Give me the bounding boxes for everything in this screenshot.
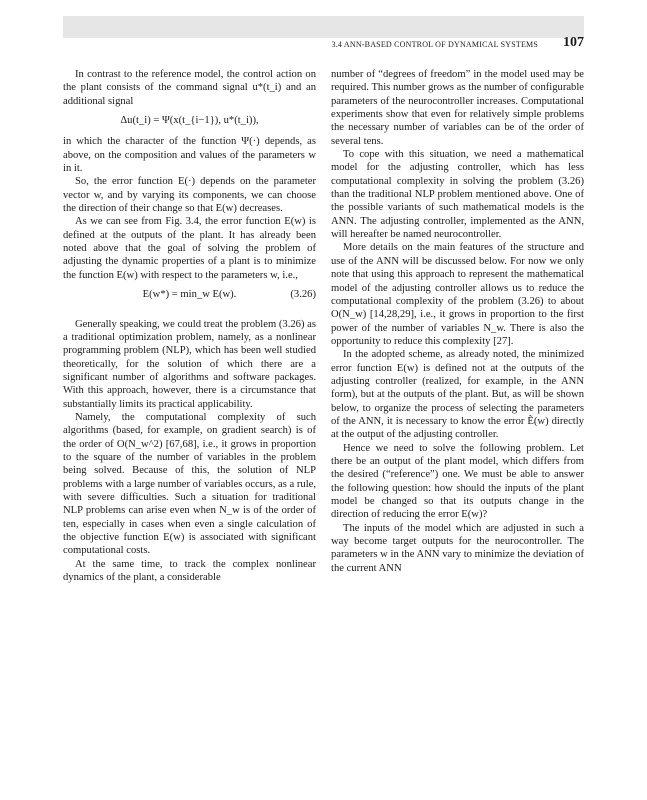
left-paragraph-5: Generally speaking, we could treat the problem (3.26) as a traditional optimization problem, namely, as a nonlinear programming problem (NLP), which has been well studied theoretically, for the solution of which there are a significant number of algorithms and software packages. With this approach, however, there is a circumstance that substantially limits its practical applicability. [63, 318, 316, 410]
equation-3-26-label: (3.26) [290, 289, 316, 301]
left-paragraph-2: in which the character of the function Ψ(·) depends, as above, on the composition and values of the parameters w in it. [63, 136, 316, 175]
equation-delta-u-text: Δu(t_i) = Ψ(x(t_{i−1}), u*(t_i)), [120, 115, 259, 127]
right-paragraph-6: The inputs of the model which are adjusted in such a way become target outputs for the neurocontroller. The parameters w in the ANN vary to minimize the deviation of the current ANN [331, 522, 584, 574]
equation-3-26 [63, 288, 316, 301]
right-column [331, 68, 584, 575]
running-head [63, 40, 538, 49]
left-paragraph-4: As we can see from Fig. 3.4, the error function E(w) is defined at the outputs of the plant. It has already been noted above that the goal of solving the problem of adjusting the dynamic properties of a plant is to minimize the function E(w) with respect to the parameters w, i.e., [63, 216, 316, 281]
left-paragraph-1: In contrast to the reference model, the control action on the plant consists of the command signal u*(t_i) and an additional signal [63, 69, 316, 107]
header-bar [63, 16, 584, 38]
right-paragraph-2: To cope with this situation, we need a mathematical model for the adjusting controller, which has less computational complexity in solving the problem (3.26) than the traditional NLP problem mentioned above. One of the possible variants of such mathematical models is the ANN. The adjusting controller, implemented as the ANN, will hereafter be named neurocontroller. [331, 149, 584, 241]
right-paragraph-3: More details on the main features of the structure and use of the ANN will be discussed below. For now we only note that using this approach to represent the mathematical model of the adjusting controller allows us to reduce the computational complexity of the problem (3.26) to about O(N_w) [14,28,29], i.e., it grows in proportion to the first power of the number of variables N_w. There is also the opportunity to reduce this complexity [27]. [331, 242, 584, 347]
right-paragraph-5: Hence we need to solve the following problem. Let there be an output of the plant model, which differs from the desired (“reference”) one. We must be able to answer the following question: how should the inputs of the plant model be changed so that its outputs change in the direction of reducing the error E(w)? [331, 442, 584, 521]
left-paragraph-3: So, the error function E(·) depends on the parameter vector w, and by varying its components, we can choose the direction of their change so that E(w) decreases. [63, 176, 316, 215]
equation-3-26-text: E(w*) = min_w E(w). [142, 289, 237, 301]
running-head-text: 3.4 ANN-BASED CONTROL OF DYNAMICAL SYSTEMS [331, 40, 538, 49]
right-paragraph-1: number of “degrees of freedom” in the model used may be required. This number grows as the number of configurable parameters of the neurocontroller increases. Computational experiments show that even for relatively simple problems the necessary number of variables can be of the order of several tens. [331, 69, 584, 147]
page-number [560, 35, 584, 51]
left-paragraph-6: Namely, the computational complexity of such algorithms (based, for example, on gradient search) is of the order of O(N_w^2) [67,68], i.e., it grows in proportion to the square of the number of variables in the problem being solved. Because of this, the solution of NLP problems with a large number of variables occurs, as a rule, with severe difficulties. Such a situation for traditional NLP problems can arise even when N_w is of the order of ten, especially in cases when even a single calculation of the objective function E(w) is associated with significant computational costs. [63, 411, 316, 557]
left-paragraph-7: At the same time, to track the complex nonlinear dynamics of the plant, a considerable [63, 558, 316, 584]
page-number-text: 107 [563, 35, 584, 50]
paragraph-spacer [63, 310, 316, 318]
equation-delta-u [63, 114, 316, 127]
right-paragraph-4: In the adopted scheme, as already noted, the minimized error function E(w) is defined not at the outputs of the adjusting controller (realized, for example, in the ANN form), but at the outputs of the plant. But, as will be shown below, to organize the process of selecting the parameters of the ANN, it is necessary to know the error Ẽ(w) directly at the output of the adjusting controller. [331, 349, 584, 441]
left-column [63, 68, 316, 584]
